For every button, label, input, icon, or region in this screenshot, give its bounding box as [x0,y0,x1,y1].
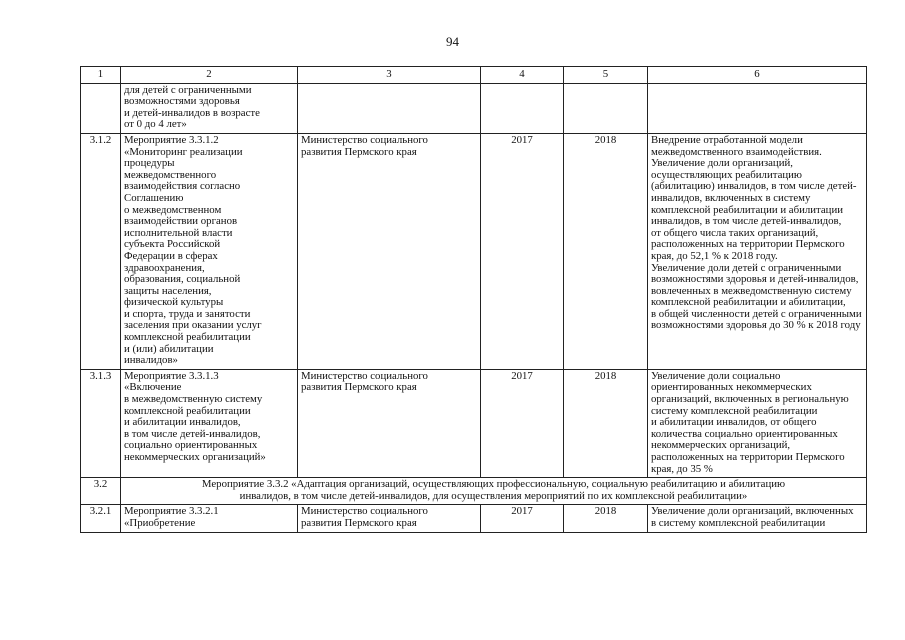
row-number [81,83,121,133]
header-row [81,67,867,84]
column-header: 6 [648,67,867,84]
table-row [81,133,867,369]
row-number: 3.2 [81,478,121,505]
column-header: 4 [481,67,564,84]
table-row [81,505,867,532]
column-header: 5 [564,67,648,84]
expected-result: Увеличение доли социально ориентированных некоммерческих организаций, включенных в региональную систему комплексной реабилитации и абилитации инвалидов, от общего количества социально ориентированных некоммерческих организаций, расположенных на территории Пермского края, до 35 % [648,369,867,477]
column-header: 3 [298,67,481,84]
page-number: 94 [446,34,459,49]
table-row [81,369,867,477]
measure-name: для детей с ограниченными возможностями здоровья и детей-инвалидов в возрасте от 0 до 4 лет» [121,83,298,133]
end-year [564,83,648,133]
start-year: 2017 [481,369,564,477]
end-year: 2018 [564,369,648,477]
executor: Министерство социального развития Пермского края [298,369,481,477]
section-title: Мероприятие 3.3.2 «Адаптация организаций, осуществляющих профессиональную, социальную реабилитацию и абилитацию инвалидов, в том числе детей-инвалидов, для осуществления мероприятий по их комплексной реабилитации» [121,478,867,505]
executor: Министерство социального развития Пермского края [298,133,481,369]
section-row [81,478,867,505]
end-year: 2018 [564,505,648,532]
row-number: 3.1.3 [81,369,121,477]
measure-name: Мероприятие 3.3.1.3 «Включение в межведомственную систему комплексной реабилитации и абилитации инвалидов, в том числе детей-инвалидов, социально ориентированных некоммерческих организаций» [121,369,298,477]
row-number: 3.2.1 [81,505,121,532]
start-year: 2017 [481,505,564,532]
executor: Министерство социального развития Пермского края [298,505,481,532]
measure-name: Мероприятие 3.3.1.2 «Мониторинг реализации процедуры межведомственного взаимодействия согласно Соглашению о межведомственном взаимодействии органов исполнительной власти субъекта Российской Федерации в сферах здравоохранения, образования, социальной защиты населения, физической культуры и спорта, труда и занятости заселения при оказании услуг комплексной реабилитации и (или) абилитации инвалидов» [121,133,298,369]
start-year [481,83,564,133]
column-header: 2 [121,67,298,84]
measure-name: Мероприятие 3.3.2.1 «Приобретение [121,505,298,532]
expected-result: Увеличение доли организаций, включенных в систему комплексной реабилитации [648,505,867,532]
expected-result: Внедрение отработанной модели межведомственного взаимодействия. Увеличение доли организаций, осуществляющих реабилитацию (абилитацию) инвалидов, в том числе детей- инвалидов, включенных в систему комплексной реабилитации и абилитации инвалидов, в том числе детей-инвалидов, от общего числа таких организаций, расположенных на территории Пермского края, до 52,1 % к 2018 году. Увеличение доли детей с ограниченными возможностями здоровья и детей-инвалидов, вовлеченных в межведомственную систему комплексной реабилитации и абилитации, в общей численности детей с ограниченными возможностями здоровья до 30 % к 2018 году [648,133,867,369]
table-row [81,83,867,133]
executor [298,83,481,133]
start-year: 2017 [481,133,564,369]
row-number: 3.1.2 [81,133,121,369]
end-year: 2018 [564,133,648,369]
expected-result [648,83,867,133]
column-header: 1 [81,67,121,84]
measures-table [80,66,867,533]
